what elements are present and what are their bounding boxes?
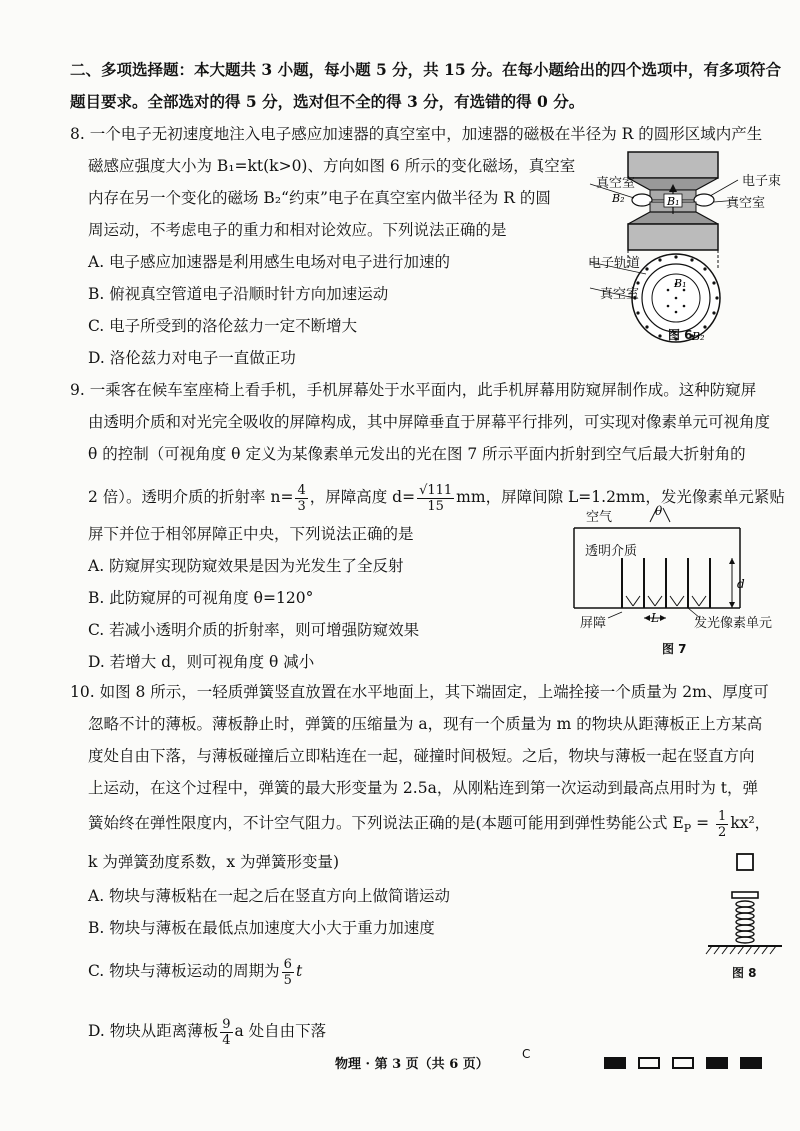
q9-option-c: C. 若减小透明介质的折射率，则可增强防窥效果 bbox=[88, 621, 420, 639]
fig6-label-b2-side: B₂ bbox=[612, 192, 625, 205]
fig6-label-b1-top: B₁ bbox=[674, 277, 687, 290]
q8-stem-line1: 8. 一个电子无初速度地注入电子感应加速器的真空室中，加速器的磁极在半径为 R 的圆形区域内产生 bbox=[70, 125, 763, 143]
scan-mark-5 bbox=[740, 1057, 762, 1069]
fig8-caption: 图 8 bbox=[732, 966, 757, 980]
q8-option-b: B. 俯视真空管道电子沿顺时针方向加速运动 bbox=[88, 285, 389, 303]
fig7-label-medium: 透明介质 bbox=[585, 544, 638, 559]
fig7-label-l: L bbox=[651, 611, 659, 625]
q10-option-c-numerator: 6 bbox=[283, 956, 292, 972]
q10-ep-subscript: P bbox=[683, 822, 692, 836]
fig6-label-b2-top: B₂ bbox=[692, 330, 705, 343]
q9-stem-line5: 屏下并位于相邻屏障正中央，下列说法正确的是 bbox=[88, 525, 414, 543]
q10-stem-line6: k 为弹簧劲度系数，x 为弹簧形变量) bbox=[88, 853, 340, 871]
section-heading-line2: 题目要求。全部选对的得 5 分，选对但不全的得 3 分，有选错的得 0 分。 bbox=[70, 92, 585, 111]
q10-stem-line1: 10. 如图 8 所示，一轻质弹簧竖直放置在水平地面上，其下端固定，上端拴接一个质量为 2m、厚度可 bbox=[70, 683, 769, 701]
q10-option-c bbox=[88, 950, 302, 992]
q10-option-d-denominator: 4 bbox=[222, 1032, 231, 1048]
q9-line4-part3: mm，屏障间隙 L=1.2mm，发光像素单元紧贴 bbox=[456, 488, 785, 506]
q8-option-a: A. 电子感应加速器是利用感生电场对电子进行加速的 bbox=[88, 253, 451, 271]
q10-option-c-text: C. 物块与薄板运动的周期为 bbox=[88, 962, 280, 980]
fig7-label-air: 空气 bbox=[586, 510, 613, 525]
scan-mark-1 bbox=[604, 1057, 626, 1069]
q9-n-numerator: 4 bbox=[297, 482, 306, 498]
q10-option-a: A. 物块与薄板粘在一起之后在竖直方向上做简谐运动 bbox=[88, 887, 451, 905]
q9-stem-line3: θ 的控制（可视角度 θ 定义为某像素单元发出的光在图 7 所示平面内折射到空气后最大折射角的 bbox=[88, 445, 746, 463]
fig6-label-electron-orbit: 电子轨道 bbox=[588, 256, 641, 271]
q8-option-c: C. 电子所受到的洛伦兹力一定不断增大 bbox=[88, 317, 358, 335]
q9-stem-line2: 由透明介质和对光完全吸收的屏障构成，其中屏障垂直于屏幕平行排列，可实现对像素单元可视角度 bbox=[88, 413, 771, 431]
section-heading-line1: 二、多项选择题：本大题共 3 小题，每小题 5 分，共 15 分。在每小题给出的四个选项中，有多项符合 bbox=[70, 60, 782, 79]
scan-mark-4 bbox=[706, 1057, 728, 1069]
q9-line4-part1: 2 倍）。透明介质的折射率 n= bbox=[88, 488, 294, 506]
q9-d-numerator: √111 bbox=[419, 482, 453, 498]
fig7-label-d: d bbox=[737, 577, 745, 591]
q8-stem-line3: 内存在另一个变化的磁场 B₂“约束”电子在真空室内做半径为 R 的圆 bbox=[88, 189, 551, 207]
scan-mark-3 bbox=[672, 1057, 694, 1069]
figure-8-spring-block bbox=[700, 852, 790, 962]
fig6-label-electron-beam: 电子束 bbox=[742, 174, 782, 189]
q9-n-denominator: 3 bbox=[297, 498, 306, 514]
fig6-label-b1-side: B₁ bbox=[667, 195, 680, 208]
q9-option-a: A. 防窥屏实现防窥效果是因为光发生了全反射 bbox=[88, 557, 404, 575]
fig6-label-vacuum-bottom: 真空室 bbox=[600, 287, 640, 302]
page-footer: 物理 · 第 3 页（共 6 页） bbox=[335, 1057, 489, 1072]
q10-option-d-fraction bbox=[220, 1017, 232, 1048]
q8-option-d: D. 洛伦兹力对电子一直做正功 bbox=[88, 349, 296, 367]
q10-stem-line3: 度处自由下落，与薄板碰撞后立即粘连在一起，碰撞时间极短。之后，物块与薄板一起在竖直方向 bbox=[88, 747, 755, 765]
footer-mark: C bbox=[522, 1047, 531, 1061]
fig6-label-vacuum-left: 真空室 bbox=[596, 176, 636, 191]
q10-option-c-fraction bbox=[282, 957, 294, 988]
q10-half-fraction bbox=[716, 809, 728, 840]
q10-option-c-t: t bbox=[295, 962, 303, 980]
q10-half-denominator: 2 bbox=[718, 824, 727, 840]
q10-option-d-rest: a 处自由下落 bbox=[234, 1022, 327, 1040]
q10-option-d-text: D. 物块从距离薄板 bbox=[88, 1022, 219, 1040]
q8-stem-line4: 周运动，不考虑电子的重力和相对论效应。下列说法正确的是 bbox=[88, 221, 507, 239]
fig7-label-barrier: 屏障 bbox=[580, 616, 607, 631]
q8-stem-line2: 磁感应强度大小为 B₁=kt(k>0)、方向如图 6 所示的变化磁场，真空室 bbox=[88, 157, 576, 175]
q10-stem-line5 bbox=[88, 802, 770, 850]
fig7-label-theta: θ bbox=[655, 504, 663, 518]
q10-line5-part2: kx²， bbox=[730, 814, 771, 832]
fig7-caption: 图 7 bbox=[662, 642, 687, 656]
q10-option-d bbox=[88, 1010, 326, 1052]
q9-option-b: B. 此防窥屏的可视角度 θ=120° bbox=[88, 589, 314, 607]
scan-mark-2 bbox=[638, 1057, 660, 1069]
q10-half-numerator: 1 bbox=[718, 808, 727, 824]
q9-option-d: D. 若增大 d，则可视角度 θ 减小 bbox=[88, 653, 315, 671]
fig6-label-vacuum-right: 真空室 bbox=[726, 196, 766, 211]
q10-option-c-denominator: 5 bbox=[283, 972, 292, 988]
q10-option-d-numerator: 9 bbox=[222, 1016, 231, 1032]
q10-line5-part1: 簧始终在弹性限度内，不计空气阻力。下列说法正确的是(本题可能用到弹性势能公式 E bbox=[88, 814, 684, 832]
q9-stem-line1: 9. 一乘客在候车室座椅上看手机，手机屏幕处于水平面内，此手机屏幕用防窥屏制作成。这种防窥屏 bbox=[70, 381, 757, 399]
q9-d-fraction bbox=[417, 483, 454, 514]
q10-option-b: B. 物块与薄板在最低点加速度大小大于重力加速度 bbox=[88, 919, 435, 937]
fig7-label-pixel: 发光像素单元 bbox=[694, 616, 773, 631]
q10-line5-eq: = bbox=[691, 814, 715, 832]
q10-stem-line2: 忽略不计的薄板。薄板静止时，弹簧的压缩量为 a，现有一个质量为 m 的物块从距薄板正上方某高 bbox=[88, 715, 763, 733]
q10-stem-line4: 上运动，在这个过程中，弹簧的最大形变量为 2.5a，从刚粘连到第一次运动到最高点用时为 t，弹 bbox=[88, 779, 758, 797]
q9-d-denominator: 15 bbox=[427, 498, 444, 514]
fig6-caption: 图 6 bbox=[668, 328, 693, 342]
q9-n-fraction bbox=[295, 483, 307, 514]
q9-line4-part2: ，屏障高度 d= bbox=[309, 488, 416, 506]
